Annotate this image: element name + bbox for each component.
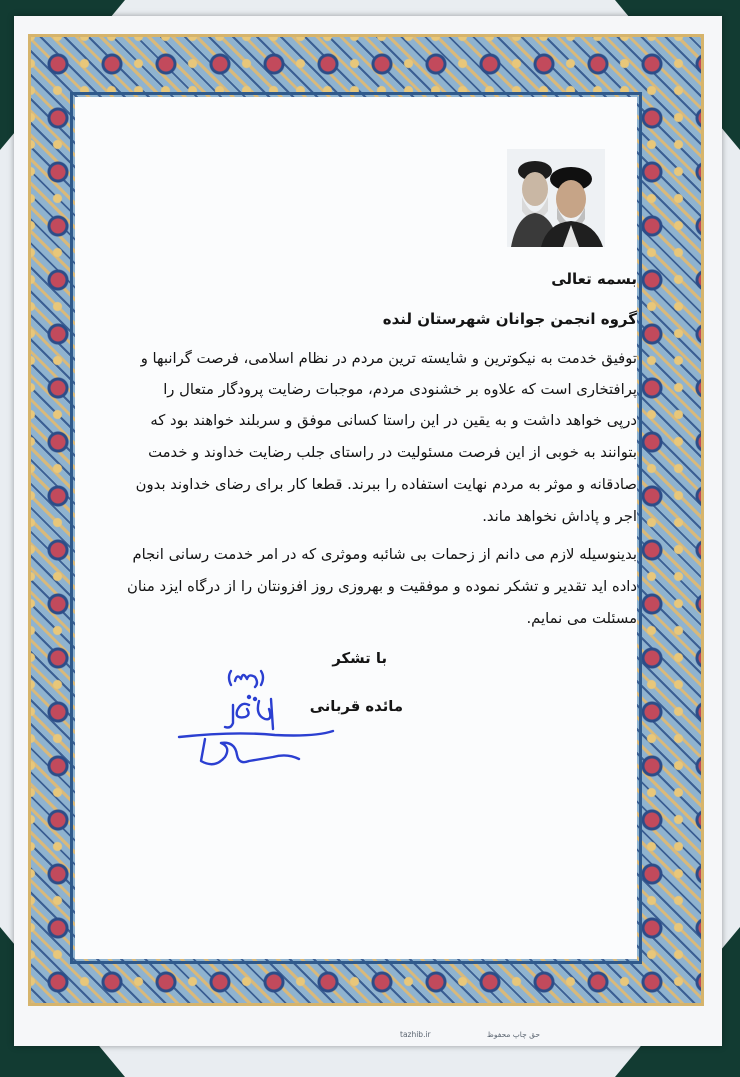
closing-text: با تشکر — [332, 650, 387, 667]
paragraph1-line: درپی خواهد داشت و به یقین در این راستا کسانی موفق و سربلند خواهند بود که — [150, 412, 637, 429]
certificate-body — [75, 97, 637, 959]
portrait-illustration — [507, 149, 605, 247]
paragraph1-line: اجر و پاداش نخواهد ماند. — [482, 508, 637, 525]
paragraph1-line: بتوانند به خوبی از این فرصت مسئولیت در راستای جلب رضایت خداوند و خدمت — [148, 444, 637, 461]
handwritten-signature — [175, 665, 340, 775]
recipient-heading: گروه انجمن جوانان شهرستان لنده — [382, 310, 637, 328]
paragraph1-line: پرافتخاری است که علاوه بر خشنودی مردم، موجبات رضایت پرودگار متعال را — [163, 381, 637, 398]
footer-url: tazhib.ir — [400, 1030, 431, 1039]
footer-print-notice: حق چاپ محفوظ — [486, 1030, 540, 1039]
signer-name: مائده قربانی — [309, 698, 403, 715]
paragraph2-line: بدینوسیله لازم می دانم از زحمات بی شائبه وموثری که در امر خدمت رسانی انجام — [132, 546, 637, 563]
invocation-heading: بسمه تعالی — [551, 270, 637, 288]
portrait-image — [507, 149, 605, 247]
paragraph1-line: توفیق خدمت به نیکوترین و شایسته ترین مردم در نظام اسلامی، فرصت گرانبها و — [140, 350, 637, 367]
paragraph2-line: مسئلت می نمایم. — [526, 610, 637, 627]
paragraph2-line: داده اید تقدیر و تشکر نموده و موفقیت و بهروزی روز افزونتان را از درگاه ایزد منان — [127, 578, 637, 595]
paragraph1-line: صادقانه و موثر به مردم نهایت استفاده را ببرند. قطعا کار برای رضای خداوند بدون — [135, 476, 637, 493]
